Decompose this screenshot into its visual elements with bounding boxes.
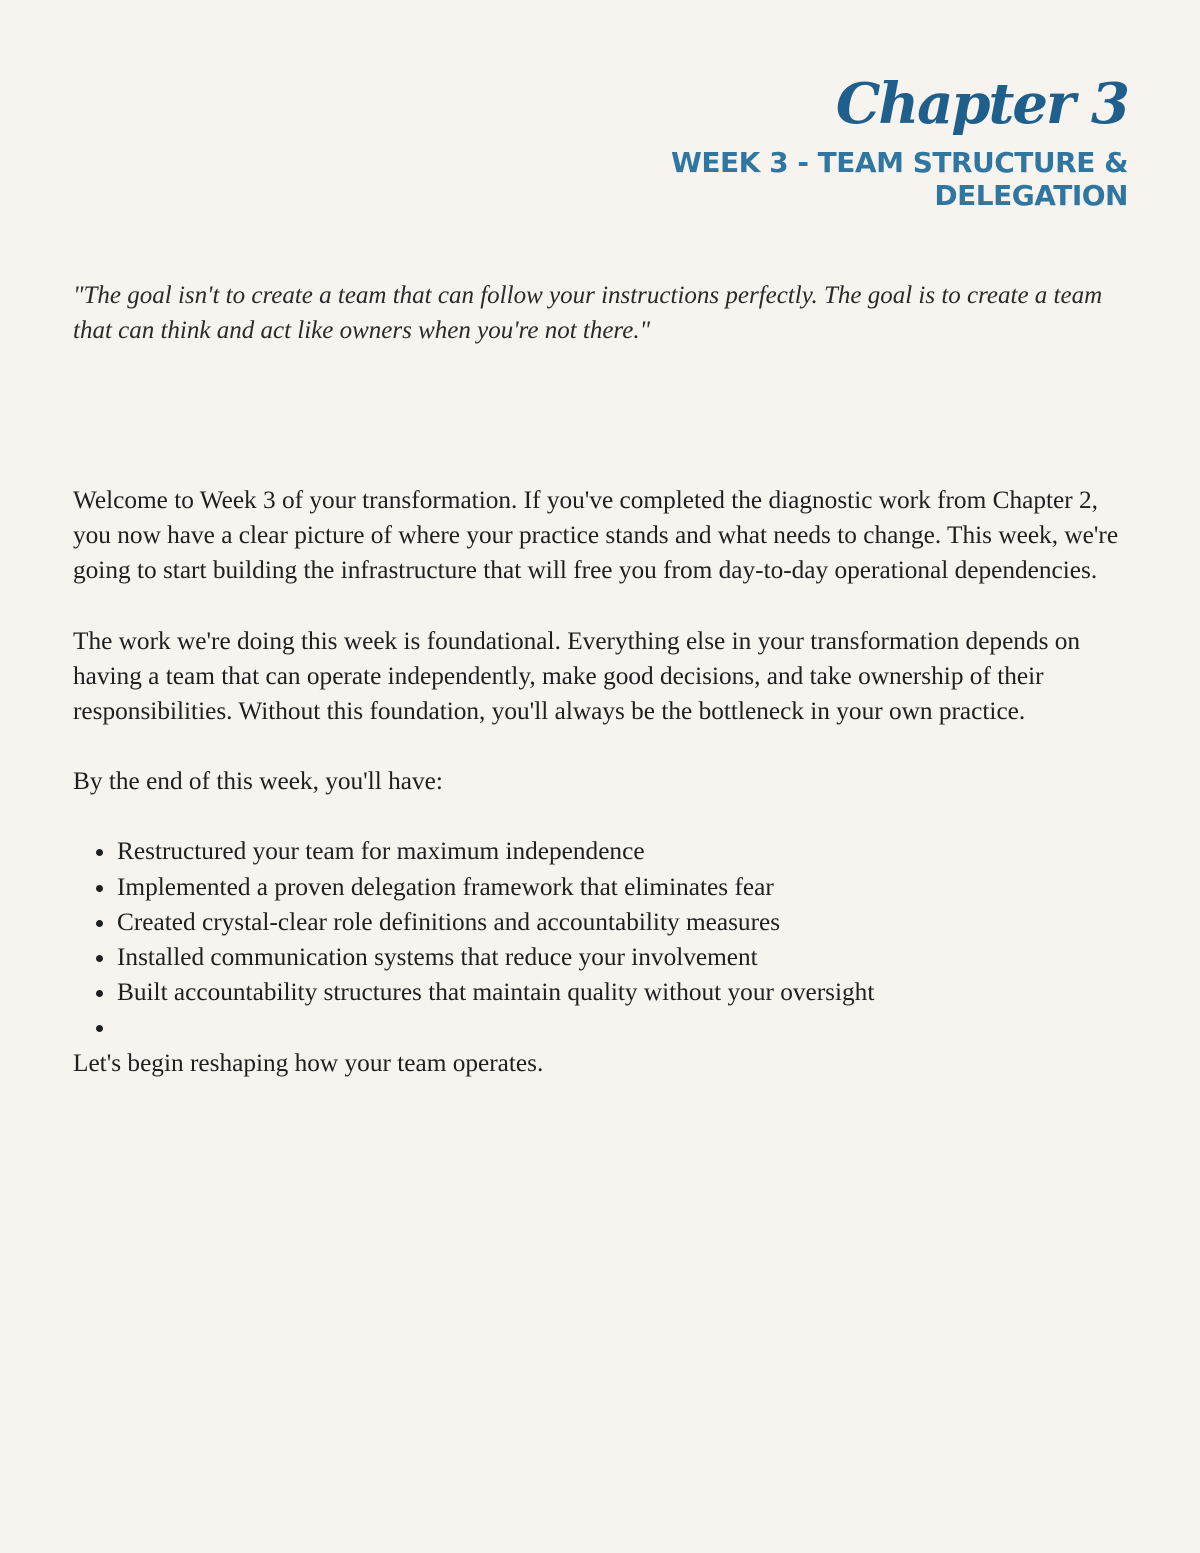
chapter-title: Chapter 3 [835,71,1128,137]
chapter-body [73,483,1128,1081]
closing-line: Let's begin reshaping how your team operates. [73,1048,544,1077]
list-item: • Created crystal-clear role definitions and accountability measures [117,905,1128,940]
list-item: • Implemented a proven delegation framework that eliminates fear [117,870,1128,905]
list-item: • Installed communication systems that reduce your involvement [117,940,1128,975]
chapter-header [508,68,1128,212]
empty-list-item [117,1010,1128,1045]
list-item: • Built accountability structures that maintain quality without your oversight [117,975,1128,1010]
chapter-quote: "The goal isn't to create a team that can follow your instructions perfectly. The goal is to create a team that can think and act like owners when you're not there." [73,282,1103,344]
outcomes-list [73,834,1128,1045]
intro-paragraph: Welcome to Week 3 of your transformation. If you've completed the diagnostic work from Chapter 2, you now have a clear picture of where your practice stands and what needs to change. This week, we're going to start building the infrastructure that will free you from day-to-day operational dependencies. [73,486,1119,585]
week-title: WEEK 3 - TEAM STRUCTURE & DELEGATION [671,146,1128,212]
outcomes-intro: By the end of this week, you'll have: [73,767,443,796]
foundation-paragraph: The work we're doing this week is foundational. Everything else in your transformation depends on having a team that can operate independently, make good decisions, and take ownership of their responsibilities. Without this foundation, you'll always be the bottleneck in your own practice. [73,626,1081,726]
list-item: • Restructured your team for maximum independence [117,834,1128,869]
